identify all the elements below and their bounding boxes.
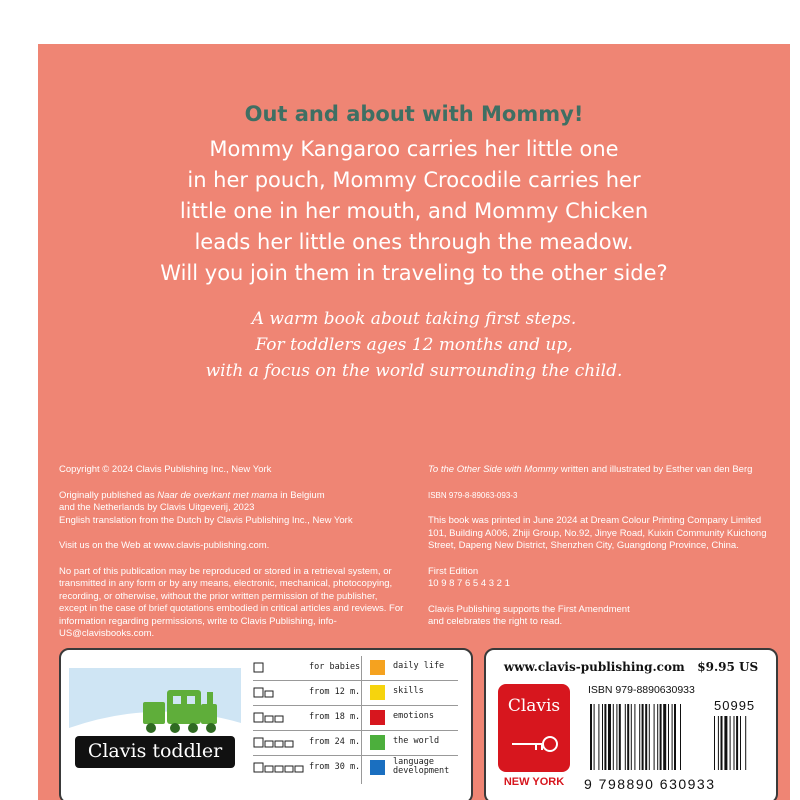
blurb-line: leads her little ones through the meadow. bbox=[194, 230, 634, 254]
train-car bbox=[275, 741, 283, 747]
barcode-bar bbox=[672, 704, 673, 770]
edition-info bbox=[428, 566, 778, 591]
barcode-bar bbox=[642, 704, 644, 770]
blurb-line: in her pouch, Mommy Crocodile carries her bbox=[187, 168, 641, 192]
train-2-icon bbox=[253, 711, 305, 725]
tagline bbox=[38, 306, 790, 384]
clavis-toddler-logo bbox=[69, 668, 241, 774]
addon-bar bbox=[745, 716, 746, 770]
train-engine bbox=[254, 713, 263, 722]
barcode-bar bbox=[590, 704, 592, 770]
barcode-bar bbox=[604, 704, 606, 770]
copyright-text: Copyright © 2024 Clavis Publishing Inc., New York bbox=[59, 464, 272, 475]
series-panel bbox=[59, 648, 473, 800]
addon-bar bbox=[734, 716, 735, 770]
amendment-line1: Clavis Publishing supports the First Amendment bbox=[428, 603, 630, 615]
blurb-headline: Out and about with Mommy! bbox=[244, 102, 584, 126]
colophon-right bbox=[428, 464, 778, 642]
barcode-number: 9 798890 630933 bbox=[584, 776, 716, 792]
blurb-line: Mommy Kangaroo carries her little one bbox=[209, 137, 619, 161]
barcode-panel bbox=[484, 648, 778, 800]
train-car bbox=[285, 766, 293, 772]
age-label: from 12 m. bbox=[309, 687, 361, 697]
train-car bbox=[275, 716, 283, 722]
category-swatch bbox=[370, 710, 385, 725]
tagline-line: with a focus on the world surrounding the child. bbox=[205, 361, 623, 381]
train-4-icon bbox=[253, 761, 305, 775]
website-text: www.clavis-publishing.com bbox=[503, 660, 685, 674]
price-addon-barcode bbox=[712, 716, 764, 772]
train-car bbox=[285, 741, 293, 747]
price-text: $9.95 US bbox=[697, 660, 759, 674]
credit-line bbox=[428, 464, 778, 477]
blurb bbox=[38, 102, 790, 289]
barcode-bar bbox=[649, 704, 650, 770]
barcode-bar bbox=[657, 704, 658, 770]
age-row bbox=[253, 756, 458, 780]
translation-text: English translation from the Dutch by Clavis Publishing Inc., New York bbox=[59, 514, 353, 526]
category-swatch bbox=[370, 735, 385, 750]
orig-title: Naar de overkant met mama bbox=[157, 489, 278, 501]
blurb-line: Will you join them in traveling to the other side? bbox=[160, 261, 668, 285]
category-label: daily life bbox=[393, 661, 445, 671]
addon-bar bbox=[736, 716, 738, 770]
train-car bbox=[265, 716, 273, 722]
amendment-line2: and celebrates the right to read. bbox=[428, 616, 563, 627]
logo-brand-text: Clavis toddler bbox=[87, 740, 223, 762]
orig-suffix: in Belgium bbox=[277, 489, 325, 501]
age-row bbox=[253, 656, 458, 681]
ean-barcode bbox=[588, 698, 708, 774]
book-title: To the Other Side with Mommy bbox=[428, 464, 559, 475]
barcode-bar bbox=[654, 704, 655, 770]
barcode-bar bbox=[639, 704, 640, 770]
website-price-line bbox=[496, 660, 766, 674]
train-engine bbox=[254, 688, 263, 697]
barcode-bar bbox=[631, 704, 632, 770]
addon-bar bbox=[718, 716, 719, 770]
print-line: 10 9 8 7 6 5 4 3 2 1 bbox=[428, 578, 510, 589]
tagline-line: For toddlers ages 12 months and up, bbox=[255, 335, 573, 355]
publisher-name: Clavis bbox=[507, 696, 561, 716]
age-row bbox=[253, 681, 458, 706]
web-text: Visit us on the Web at www.clavis-publishing.com. bbox=[59, 540, 270, 551]
addon-bar bbox=[730, 716, 731, 770]
barcode-bar bbox=[680, 704, 681, 770]
train-car bbox=[265, 691, 273, 697]
clavis-badge bbox=[498, 684, 570, 792]
age-row bbox=[253, 731, 458, 756]
barcode-bar bbox=[616, 704, 617, 770]
blurb-line: little one in her mouth, and Mommy Chicken bbox=[179, 199, 649, 223]
age-label: from 24 m. bbox=[309, 737, 361, 747]
barcode-bar bbox=[627, 704, 629, 770]
train-3-icon bbox=[253, 736, 305, 750]
train-car bbox=[275, 766, 283, 772]
addon-bar bbox=[740, 716, 741, 770]
age-label: from 30 m. bbox=[309, 762, 361, 772]
train-engine bbox=[254, 738, 263, 747]
category-swatch bbox=[370, 685, 385, 700]
train-engine bbox=[254, 763, 263, 772]
barcode-bar bbox=[594, 704, 595, 770]
category-swatch bbox=[370, 660, 385, 675]
age-label: from 18 m. bbox=[309, 712, 361, 722]
addon-bar bbox=[721, 716, 723, 770]
author-credit: written and illustrated by Esther van den Berg bbox=[558, 464, 753, 475]
barcode-bar bbox=[663, 704, 666, 770]
barcode-bar bbox=[660, 704, 662, 770]
printing-info: This book was printed in June 2024 at Dream Colour Printing Company Limited 101, Building A006, Zhiji Group, No.92, Jinye Road, Kuixin Community Kuichong Street, Dapeng New District, Shenzhen City, Guangdong Province, China. bbox=[428, 515, 767, 551]
orig-prefix: Originally published as bbox=[59, 489, 158, 501]
barcode-bar bbox=[619, 704, 621, 770]
barcode-bar bbox=[668, 704, 669, 770]
barcode-bar bbox=[634, 704, 635, 770]
category-label: the world bbox=[393, 736, 440, 746]
barcode-bar bbox=[602, 704, 603, 770]
barcode-bar bbox=[625, 704, 626, 770]
category-swatch bbox=[370, 760, 385, 775]
barcode-isbn: ISBN 979-8890630933 bbox=[588, 684, 695, 696]
train-car bbox=[265, 741, 273, 747]
price-code: 50995 bbox=[714, 698, 756, 713]
isbn-line: ISBN 979-8-89063-093-3 bbox=[428, 490, 518, 500]
age-table bbox=[253, 656, 458, 780]
orig-line2: and the Netherlands by Clavis Uitgeverij, 2023 bbox=[59, 502, 255, 513]
train-car bbox=[295, 766, 303, 772]
barcode-bar bbox=[645, 704, 647, 770]
train-1-icon bbox=[253, 686, 305, 700]
train-engine bbox=[254, 663, 263, 672]
addon-bar bbox=[724, 716, 727, 770]
train-0-icon bbox=[253, 661, 305, 675]
rights-text: No part of this publication may be reproduced or stored in a retrieval system, or transmitted in any form or by any means, electronic, mechanical, photocopying, recording, or otherwise, without the prior written permission of the publisher, except in the case of brief quotations embodied in critical articles and reviews. For information regarding permissions, write to Clavis Publishing, info-US@clavisbooks.com. bbox=[59, 565, 404, 639]
amendment-text bbox=[428, 604, 778, 629]
publisher-city: NEW YORK bbox=[503, 776, 565, 788]
colophon-left bbox=[59, 464, 404, 654]
age-row bbox=[253, 706, 458, 731]
age-label: for babies bbox=[309, 662, 361, 672]
category-label: language development bbox=[393, 757, 450, 776]
tagline-line: A warm book about taking first steps. bbox=[251, 309, 577, 329]
category-label: emotions bbox=[393, 711, 434, 721]
addon-bar bbox=[714, 716, 715, 770]
back-cover bbox=[38, 44, 790, 800]
barcode-bar bbox=[613, 704, 614, 770]
barcode-bar bbox=[674, 704, 676, 770]
original-publication bbox=[59, 490, 404, 528]
barcode-bar bbox=[598, 704, 599, 770]
train-car bbox=[265, 766, 273, 772]
category-label: skills bbox=[393, 686, 424, 696]
edition-text: First Edition bbox=[428, 565, 479, 577]
barcode-bar bbox=[608, 704, 611, 770]
